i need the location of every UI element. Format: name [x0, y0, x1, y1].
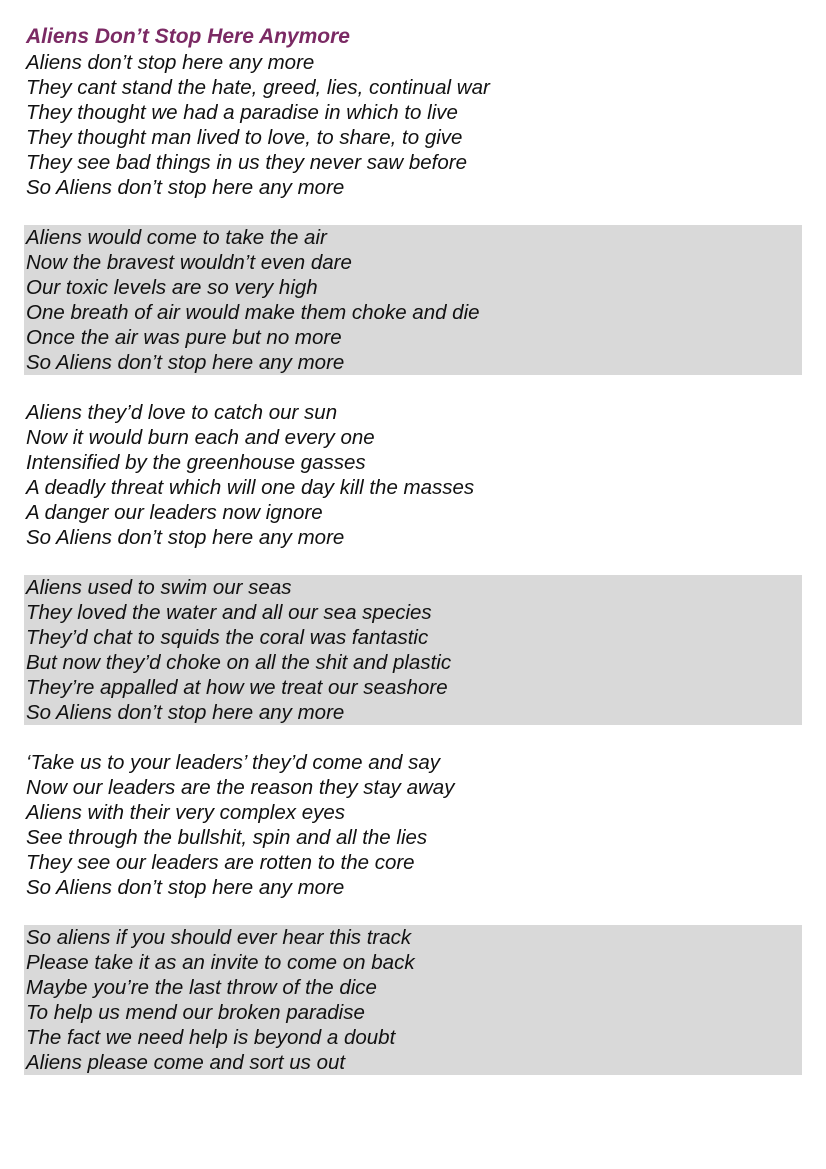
poem-title: Aliens Don’t Stop Here Anymore	[26, 25, 350, 48]
poem-line: To help us mend our broken paradise	[26, 1001, 365, 1024]
poem-line: So Aliens don’t stop here any more	[26, 526, 345, 549]
poem-line: One breath of air would make them choke and die	[26, 301, 480, 324]
poem-line: Aliens don’t stop here any more	[26, 51, 315, 74]
stanza-5	[24, 750, 802, 900]
poem-line: See through the bullshit, spin and all the lies	[26, 826, 428, 849]
poem-line: So Aliens don’t stop here any more	[26, 176, 345, 199]
poem-line: Aliens used to swim our seas	[26, 576, 292, 599]
poem-line: They cant stand the hate, greed, lies, continual war	[26, 76, 490, 99]
stanza-1	[24, 50, 802, 200]
poem-line: So aliens if you should ever hear this track	[26, 926, 412, 949]
poem-line: Our toxic levels are so very high	[26, 276, 318, 299]
poem-line: A deadly threat which will one day kill the masses	[26, 476, 475, 499]
poem-line: Aliens with their very complex eyes	[26, 801, 346, 824]
poem-line: So Aliens don’t stop here any more	[26, 876, 345, 899]
stanza-6	[24, 925, 802, 1075]
poem-line: ‘Take us to your leaders’ they’d come and say	[26, 751, 441, 774]
poem-line: So Aliens don’t stop here any more	[26, 351, 345, 374]
poem-line: Now the bravest wouldn’t even dare	[26, 251, 352, 274]
poem-line: They thought man lived to love, to share, to give	[26, 126, 463, 149]
poem-line: The fact we need help is beyond a doubt	[26, 1026, 396, 1049]
poem-line: Once the air was pure but no more	[26, 326, 342, 349]
poem-line: Please take it as an invite to come on back	[26, 951, 415, 974]
poem-line: Now our leaders are the reason they stay away	[26, 776, 455, 799]
poem-line: So Aliens don’t stop here any more	[26, 701, 345, 724]
poem-line: Intensified by the greenhouse gasses	[26, 451, 366, 474]
poem-line: A danger our leaders now ignore	[26, 501, 323, 524]
poem-line: Maybe you’re the last throw of the dice	[26, 976, 377, 999]
poem-line: They see our leaders are rotten to the core	[26, 851, 415, 874]
stanza-4	[24, 575, 802, 725]
poem-line: But now they’d choke on all the shit and plastic	[26, 651, 452, 674]
poem-line: They’re appalled at how we treat our seashore	[26, 676, 448, 699]
stanza-2	[24, 225, 802, 375]
poem-line: Aliens they’d love to catch our sun	[26, 401, 338, 424]
poem-line: They see bad things in us they never saw before	[26, 151, 468, 174]
poem-line: Aliens would come to take the air	[26, 226, 327, 249]
poem-line: They’d chat to squids the coral was fantastic	[26, 626, 429, 649]
poem-line: Now it would burn each and every one	[26, 426, 375, 449]
stanza-3	[24, 400, 802, 550]
poem-line: They loved the water and all our sea species	[26, 601, 432, 624]
poem-line: Aliens please come and sort us out	[26, 1051, 346, 1074]
poem-line: They thought we had a paradise in which to live	[26, 101, 458, 124]
